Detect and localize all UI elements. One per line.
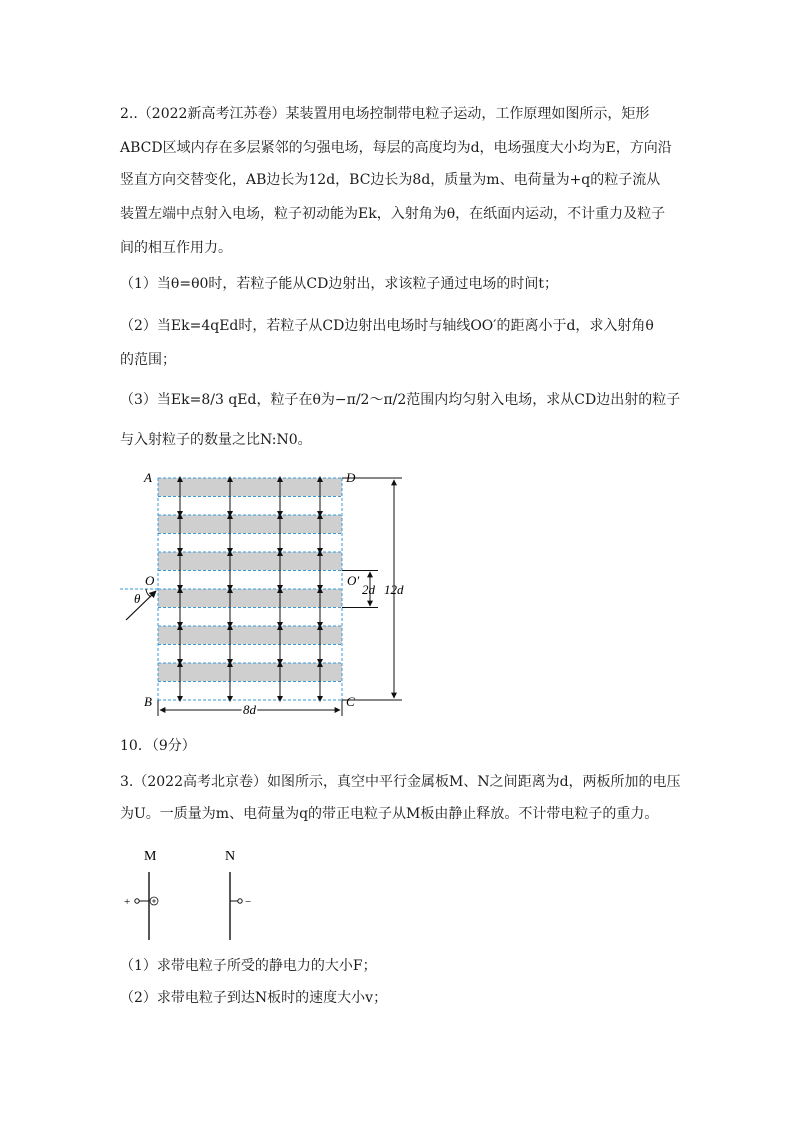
layer-3: [158, 515, 342, 533]
q2-line-1: [120, 104, 649, 124]
layer-5: [158, 552, 342, 570]
q2-line-3: 竖直方向交替变化，AB边长为12d，BC边长为8d，质量为m、电荷量为+q的粒子流从: [120, 172, 661, 188]
layer-1: [158, 478, 342, 496]
q3-line-1: 3.（2022高考北京卷）如图所示，真空中平行金属板M、N之间距离为d，两板所加的电压: [120, 774, 681, 790]
q2-line-5: 间的相互作用力。: [120, 240, 232, 256]
plus-sign: +: [124, 896, 131, 908]
field-layers: [158, 478, 342, 681]
label-theta: θ: [134, 591, 141, 606]
label-2d: 2d: [362, 582, 375, 597]
q2-line-2: ABCD区域内存在多层紧邻的匀强电场，每层的高度均为d，电场强度大小均为E，方向沿: [120, 140, 672, 156]
plates-diagram: [110, 834, 260, 944]
layer-7: [158, 589, 342, 607]
q3-part-2: （2）求带电粒子到达N板时的速度大小v；: [120, 990, 388, 1006]
minus-sign: −: [245, 896, 252, 908]
label-M: M: [144, 849, 157, 864]
layer-11: [158, 663, 342, 681]
score-line: 10．（9分）: [120, 738, 196, 754]
q2-source: .（2022新高考江苏卷）某装置用电场控制带电粒子运动，工作原理如图所示，矩形: [133, 106, 650, 122]
field-diagram: [0, 460, 794, 760]
q2-part-3: （3）当Ek=8/3 qEd，粒子在θ为−π/2～π/2范围内均匀射入电场，求从CD边出射的粒子: [120, 392, 681, 408]
terminal-M: [135, 899, 139, 903]
q2-number: 2.: [120, 106, 134, 122]
q2-part-2: （2）当Ek=4qEd时，若粒子从CD边射出电场时与轴线OO′的距离小于d，求入射角θ: [120, 318, 654, 334]
label-N: N: [225, 849, 236, 864]
label-A: A: [144, 470, 152, 485]
label-8d: 8d: [243, 702, 256, 717]
terminal-N: [238, 899, 242, 903]
label-O: O: [145, 573, 155, 588]
q2-part-1: （1）当θ=θ0时，若粒子能从CD边射出，求该粒子通过电场的时间t；: [120, 276, 558, 292]
q2-part-3-cont: 与入射粒子的数量之比N:N0。: [120, 432, 312, 448]
q3-line-2: 为U。一质量为m、电荷量为q的带正电粒子从M板由静止释放。不计带电粒子的重力。: [120, 806, 659, 822]
label-O-prime: O′: [347, 573, 360, 588]
q2-part-2-cont: 的范围；: [120, 352, 176, 368]
layer-9: [158, 626, 342, 644]
incident-ray: [126, 591, 156, 620]
q2-line-4: 装置左端中点射入电场，粒子初动能为Ek，入射角为θ，在纸面内运动，不计重力及粒子: [120, 206, 666, 222]
label-12d: 12d: [384, 582, 404, 597]
q3-part-1: （1）求带电粒子所受的静电力的大小F；: [120, 958, 377, 974]
label-D: D: [346, 470, 356, 485]
label-C: C: [346, 694, 355, 709]
label-B: B: [144, 694, 152, 709]
